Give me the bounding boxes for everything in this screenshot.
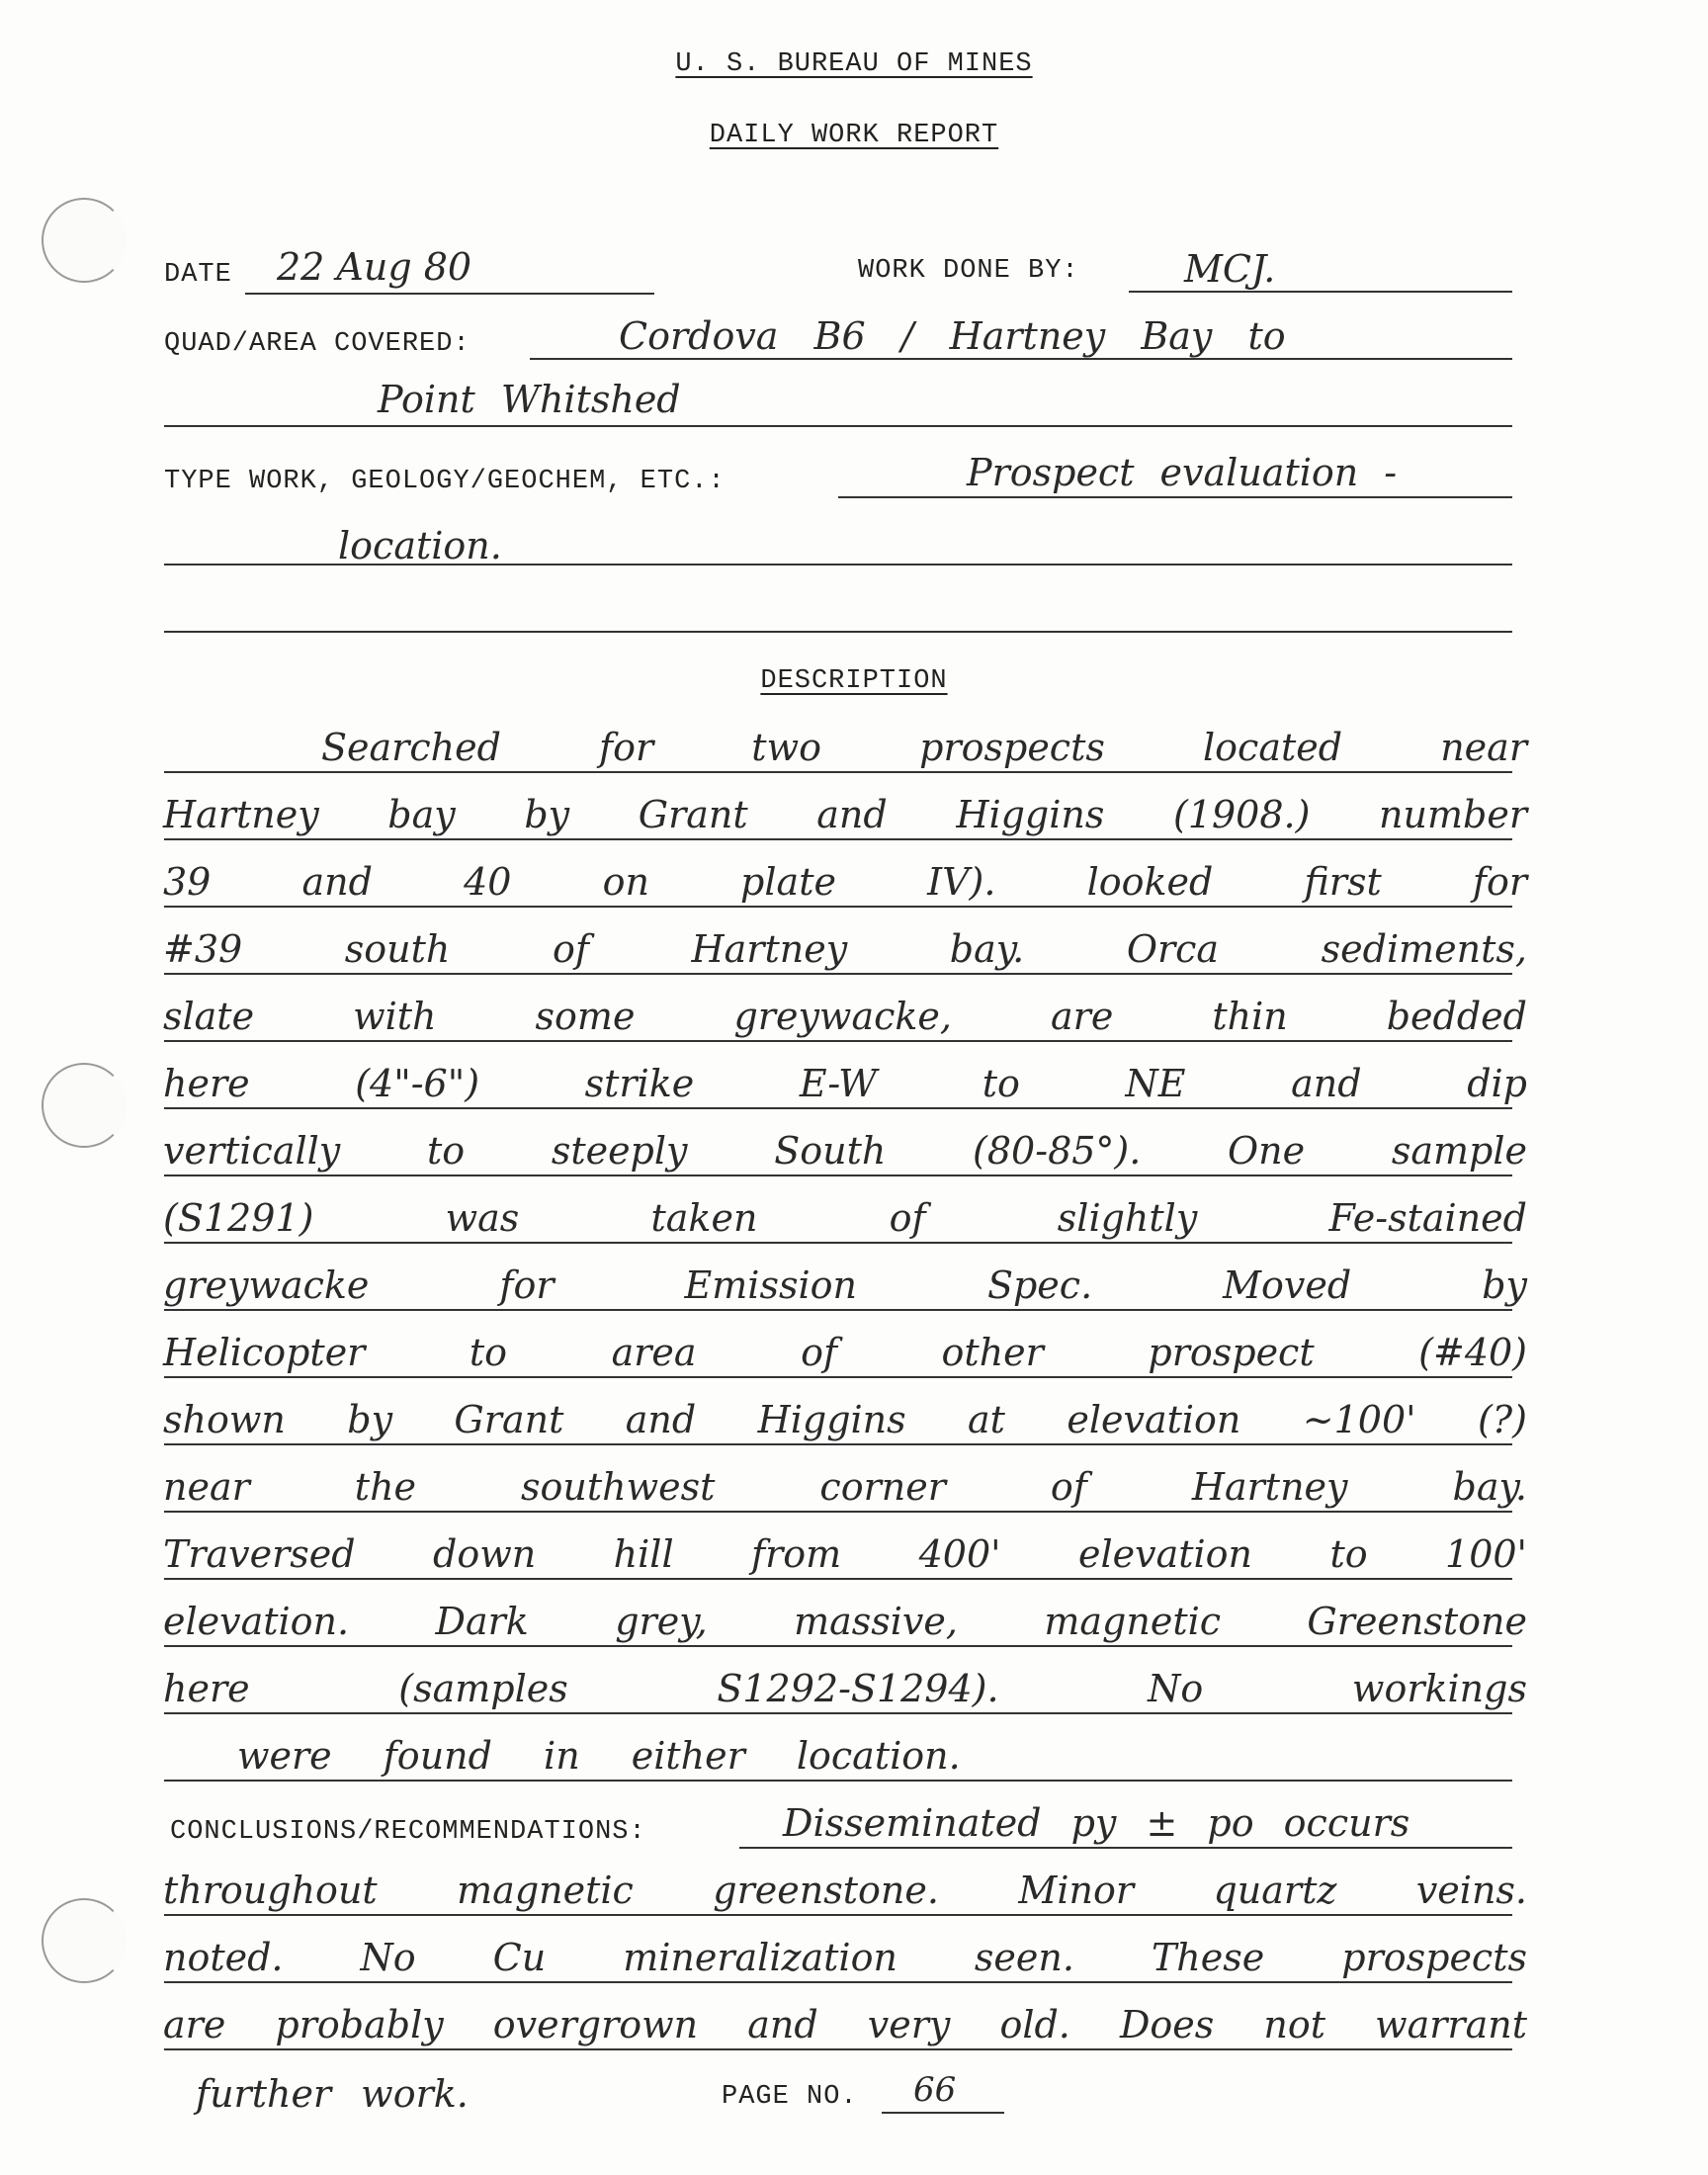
quad-value-line2: Point Whitshed [378, 378, 681, 421]
punch-hole-top [42, 198, 127, 283]
description-line-5: slate with some greywacke, are thin bedded [163, 995, 1527, 1038]
description-rule [164, 973, 1512, 975]
conclusions-rule [164, 1981, 1512, 1983]
description-line-10: Helicopter to area of other prospect (#40) [163, 1331, 1527, 1374]
date-value: 22 Aug 80 [277, 245, 472, 289]
description-rule [164, 1578, 1512, 1580]
quad-label: QUAD/AREA COVERED: [164, 329, 470, 359]
description-rule [164, 1780, 1512, 1782]
conclusions-rule [164, 2048, 1512, 2050]
type-work-value-line2: location. [338, 524, 502, 567]
date-label: DATE [164, 260, 232, 290]
description-line-15: here (samples S1292-S1294). No workings [163, 1667, 1527, 1710]
description-rule [164, 1645, 1512, 1647]
description-line-7: vertically to steeply South (80-85°). One sample [163, 1129, 1527, 1173]
description-rule [164, 1242, 1512, 1244]
report-title: DAILY WORK REPORT [709, 121, 999, 150]
description-rule [164, 1443, 1512, 1445]
type-work-value-line1: Prospect evaluation - [967, 451, 1398, 494]
description-line-14: elevation. Dark grey, massive, magnetic Greenstone [163, 1600, 1527, 1643]
quad-rule-1 [530, 358, 1512, 360]
description-rule [164, 906, 1512, 908]
work-done-by-value: MCJ. [1184, 247, 1276, 291]
punch-hole-bottom [42, 1898, 127, 1983]
punch-hole-middle [42, 1063, 127, 1148]
description-rule [164, 1107, 1512, 1109]
description-rule [164, 1309, 1512, 1311]
type-work-rule-1 [838, 496, 1512, 498]
page-number-value: 66 [913, 2070, 957, 2110]
description-line-9: greywacke for Emission Spec. Moved by [163, 1263, 1527, 1307]
description-line-11: shown by Grant and Higgins at elevation ~100' (?) [163, 1398, 1527, 1441]
work-done-by-rule [1129, 291, 1512, 293]
conclusions-label: CONCLUSIONS/RECOMMENDATIONS: [170, 1817, 646, 1847]
conclusions-line-2: throughout magnetic greenstone. Minor quartz veins. [163, 1869, 1527, 1912]
description-rule [164, 838, 1512, 840]
quad-value-line1: Cordova B6 / Hartney Bay to [619, 314, 1286, 358]
agency-title: U. S. BUREAU OF MINES [675, 49, 1033, 79]
conclusions-rule [739, 1847, 1512, 1849]
description-line-8: (S1291) was taken of slightly Fe-stained [163, 1196, 1527, 1240]
page-number-label: PAGE NO. [722, 2082, 858, 2112]
conclusions-rule [164, 1914, 1512, 1916]
description-line-3: 39 and 40 on plate IV). looked first for [163, 860, 1527, 904]
description-line-12: near the southwest corner of Hartney bay. [163, 1465, 1527, 1509]
description-line-13: Traversed down hill from 400' elevation to 100' [163, 1532, 1527, 1576]
conclusions-line-3: noted. No Cu mineralization seen. These prospects [163, 1936, 1527, 1979]
quad-rule-2 [164, 425, 1512, 427]
description-rule [164, 1040, 1512, 1042]
description-rule [164, 1376, 1512, 1378]
date-rule [245, 293, 654, 295]
page-number-rule [882, 2112, 1004, 2114]
description-line-2: Hartney bay by Grant and Higgins (1908.) number [163, 793, 1527, 836]
description-rule [164, 1511, 1512, 1513]
type-work-label: TYPE WORK, GEOLOGY/GEOCHEM, ETC.: [164, 467, 726, 496]
description-line-16: were found in either location. [237, 1734, 961, 1778]
description-line-4: #39 south of Hartney bay. Orca sediments, [163, 927, 1527, 971]
description-rule [164, 771, 1512, 773]
type-work-rule-3 [164, 631, 1512, 633]
work-done-by-label: WORK DONE BY: [858, 256, 1079, 286]
description-line-6: here (4"-6") strike E-W to NE and dip [163, 1062, 1527, 1105]
type-work-rule-2 [164, 564, 1512, 566]
description-heading: DESCRIPTION [760, 666, 948, 696]
description-rule [164, 1712, 1512, 1714]
description-line-1: Searched for two prospects located near [321, 726, 1527, 769]
conclusions-line-1: Disseminated py ± po occurs [783, 1801, 1410, 1845]
conclusions-line-4: are probably overgrown and very old. Does not warrant [163, 2003, 1527, 2046]
conclusions-last-line: further work. [196, 2072, 469, 2116]
description-rule [164, 1174, 1512, 1176]
